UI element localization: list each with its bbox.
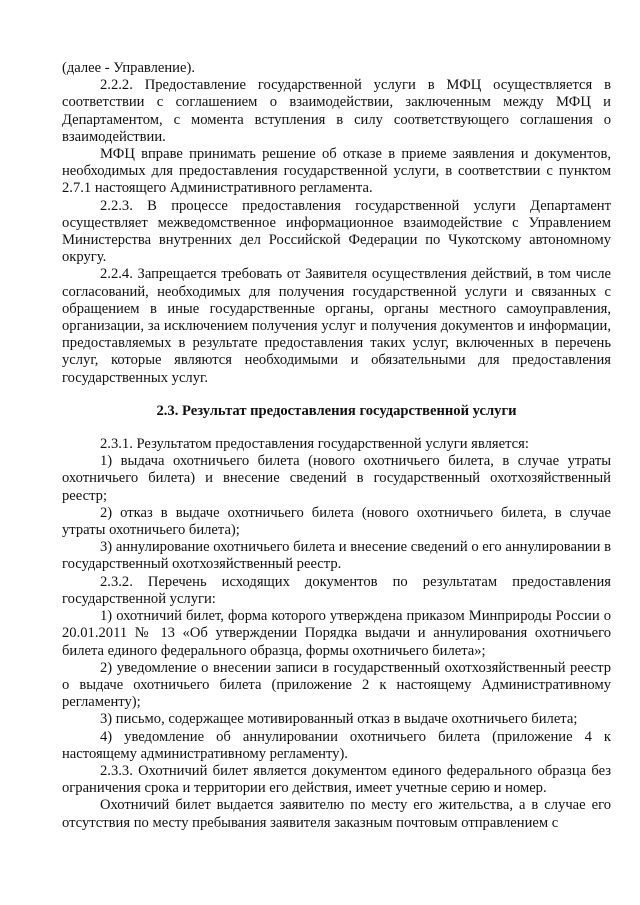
paragraph-2-3-1: 2.3.1. Результатом предоставления государственной услуги является: [100,436,529,453]
paragraph-2-3-2: 2.3.2. Перечень исходящих документов по результатам предоставления государственной услуги: [62,573,611,607]
paragraph-mfc-refusal: МФЦ вправе принимать решение об отказе в приеме заявления и документов, необходимых для предоставления государственной услуги, в соответствии с пунктом 2.7.1 настоящего Административного регламента. [62,146,611,197]
section-heading-2-3: 2.3. Результат предоставления государственной услуги [156,402,517,419]
list-item-document-4: 4) уведомление об аннулировании охотничьего билета (приложение 4 к настоящему административному регламенту). [62,728,611,762]
paragraph-2-3-3: 2.3.3. Охотничий билет является документом единого федерального образца без ограничения срока и территории его действия, имеет учетные серию и номер. [62,762,611,797]
paragraph-2-2-4: 2.2.4. Запрещается требовать от Заявителя осуществления действий, в том числе согласований, необходимых для получения государственной услуги и связанных с обращением в иные государственные органы, органы местного самоуправления, организации, за исключением получения услуг и получения документов и информации, предоставляемых в результате предоставления таких услуг, включенных в перечень услуг, которые являются необходимыми и обязательными для предоставления государственных услуг. [62,266,611,386]
paragraph-ticket-delivery: Охотничий билет выдается заявителю по месту его жительства, а в случае его отсутствия по месту пребывания заявителя заказным почтовым отправлением с [62,797,611,831]
list-item-result-2: 2) отказ в выдаче охотничьего билета (нового охотничьего билета, в случае утраты охотничьего билета); [62,504,611,539]
list-item-document-3: 3) письмо, содержащее мотивированный отказ в выдаче охотничьего билета; [100,711,578,728]
paragraph-2-2-2: 2.2.2. Предоставление государственной услуги в МФЦ осуществляется в соответствии с соглашением о взаимодействии, заключенным между МФЦ и Департаментом, с момента вступления в силу соответствующего соглашения о взаимодействии. [62,77,611,145]
list-item-result-3: 3) аннулирование охотничьего билета и внесение сведений о его аннулировании в государственный охотхозяйственный реестр. [62,539,611,573]
list-item-document-2: 2) уведомление о внесении записи в государственный охотхозяйственный реестр о выдаче охотничьего билета (приложение 2 к настоящему Административному регламенту); [62,659,611,711]
paragraph-continuation: (далее - Управление). [62,60,195,76]
list-item-result-1: 1) выдача охотничьего билета (нового охотничьего билета, в случае утраты охотничьего билета) и внесение сведений в государственный охотхозяйственный реестр; [62,453,611,504]
paragraph-2-2-3: 2.2.3. В процессе предоставления государственной услуги Департамент осуществляет межведомственное информационное взаимодействие с Управлением Министерства внутренних дел Российской Федерации по Чукотскому автономному округу. [62,197,611,266]
list-item-document-1: 1) охотничий билет, форма которого утверждена приказом Минприроды России о 20.01.2011 № 13 «Об утверждении Порядка выдачи и аннулирования охотничьего билета единого федерального образца, формы охотничьего билета»; [62,608,611,659]
